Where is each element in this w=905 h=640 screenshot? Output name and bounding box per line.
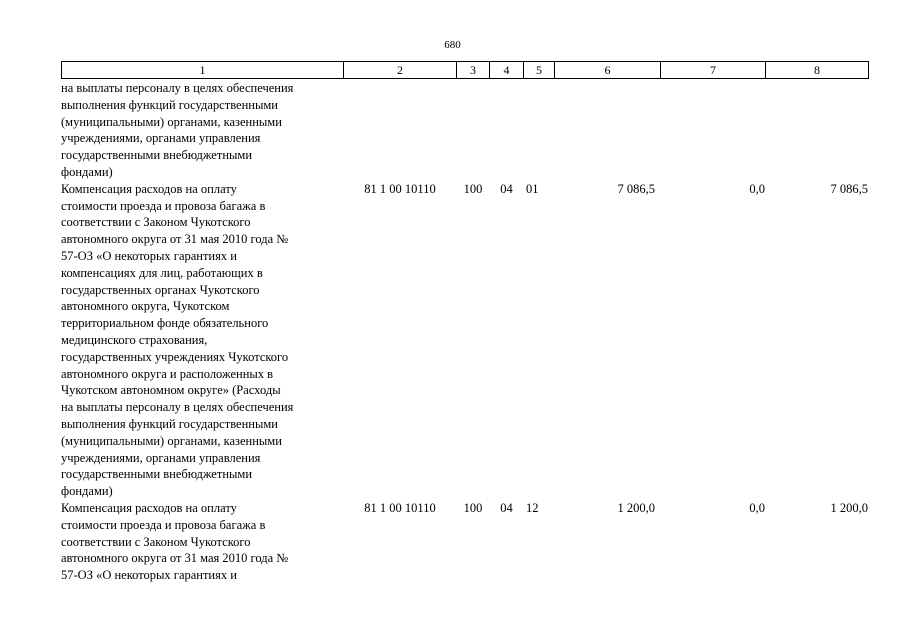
page-number: 680 bbox=[444, 39, 461, 51]
row-target-code: 81 1 00 10110 bbox=[364, 500, 436, 515]
column-header-1: 1 bbox=[62, 62, 344, 79]
row-description: Компенсация расходов на оплату стоимости проезда и провоза багажа в соответствии с Законом Чукотского автономного округа от 31 мая 2010 года № 57-ОЗ «О некоторых гарантиях и bbox=[61, 500, 289, 583]
row-amount-col6: 7 086,5 bbox=[617, 181, 655, 196]
row-expense-type: 100 bbox=[463, 181, 483, 196]
table-row bbox=[61, 80, 868, 181]
column-header-3: 3 bbox=[457, 62, 490, 79]
row-description: на выплаты персоналу в целях обеспечения выполнения функций государственными (муниципальными) органами, казенными учреждениями, органами управления государственными внебюджетными фондами) bbox=[61, 81, 294, 179]
column-header-2: 2 bbox=[344, 62, 457, 79]
column-header-5: 5 bbox=[524, 62, 555, 79]
row-amount-col8: 7 086,5 bbox=[830, 181, 868, 196]
column-header-8: 8 bbox=[766, 62, 869, 79]
row-subsection: 01 bbox=[526, 181, 539, 196]
column-header-4: 4 bbox=[490, 62, 524, 79]
column-header-7: 7 bbox=[661, 62, 766, 79]
row-description: Компенсация расходов на оплату стоимости проезда и провоза багажа в соответствии с Законом Чукотского автономного округа от 31 мая 2010 года № 57-ОЗ «О некоторых гарантиях и компенсациях для лиц, работающих в государственных органах Чукотского автономного округа, Чукотском территориальном фонде обязательного медицинского страхования, государственных учреждениях Чукотского автономного округа и расположенных в Чукотском автономном округе» (Расходы на выплаты персоналу в целях обеспечения выполнения функций государственными (муниципальными) органами, казенными учреждениями, органами управления государственными внебюджетными фондами) bbox=[61, 181, 294, 499]
column-header-row bbox=[62, 62, 869, 79]
row-expense-type: 100 bbox=[463, 500, 483, 515]
row-target-code: 81 1 00 10110 bbox=[364, 181, 436, 196]
column-header-6: 6 bbox=[555, 62, 661, 79]
row-section: 04 bbox=[500, 500, 513, 515]
row-amount-col7: 0,0 bbox=[749, 500, 765, 515]
table-body bbox=[61, 80, 868, 584]
row-amount-col6: 1 200,0 bbox=[617, 500, 655, 515]
row-section: 04 bbox=[500, 181, 513, 196]
row-amount-col7: 0,0 bbox=[749, 181, 765, 196]
column-header-table bbox=[61, 61, 869, 79]
table-row bbox=[61, 500, 868, 584]
table-row bbox=[61, 181, 868, 500]
row-subsection: 12 bbox=[526, 500, 539, 515]
row-amount-col8: 1 200,0 bbox=[830, 500, 868, 515]
